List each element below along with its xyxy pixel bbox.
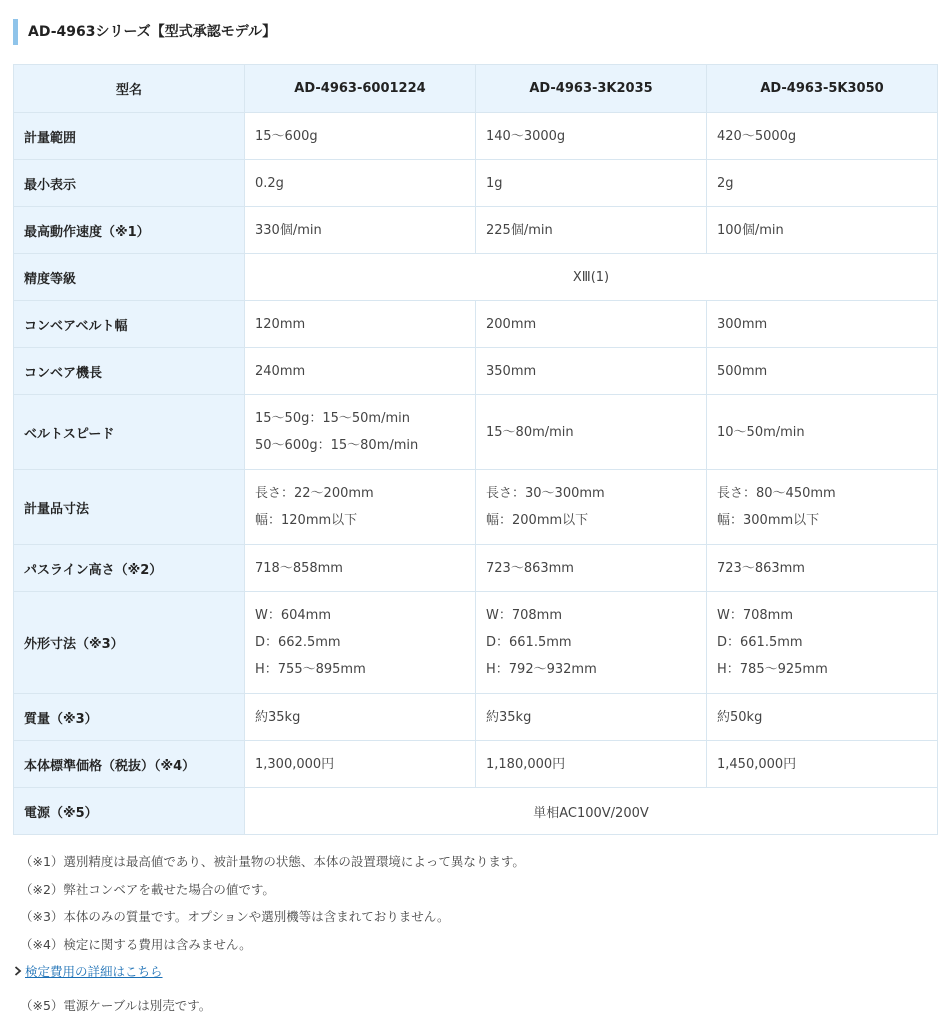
table-cell: W：708mm D：661.5mm H：785〜925mm — [707, 592, 938, 694]
table-cell: W：708mm D：661.5mm H：792〜932mm — [476, 592, 707, 694]
table-cell: 10〜50m/min — [707, 395, 938, 470]
footnote-1: （※1）選別精度は最高値であり、被計量物の状態、本体の設置環境によって異なります。 — [20, 854, 525, 869]
table-cell: 1,450,000円 — [707, 741, 938, 788]
table-cell: 723〜863mm — [707, 545, 938, 592]
column-header: AD-4963-6001224 — [245, 65, 476, 113]
table-cell: 0.2g — [245, 160, 476, 207]
table-cell: 120mm — [245, 301, 476, 348]
column-header: 型名 — [14, 65, 245, 113]
table-cell-span: XⅢ(1) — [245, 254, 938, 301]
row-label: 計量範囲 — [14, 113, 245, 160]
table-row — [14, 545, 938, 592]
table-cell: 長さ：22〜200mm 幅：120mm以下 — [245, 470, 476, 545]
table-row — [14, 113, 938, 160]
table-cell: 350mm — [476, 348, 707, 395]
table-cell: W：604mm D：662.5mm H：755〜895mm — [245, 592, 476, 694]
table-row — [14, 470, 938, 545]
inspection-fee-link-row — [14, 958, 920, 992]
table-cell: 240mm — [245, 348, 476, 395]
table-cell: 15〜50g：15〜50m/min 50〜600g：15〜80m/min — [245, 395, 476, 470]
table-row — [14, 207, 938, 254]
table-header-row — [14, 65, 938, 113]
table-row — [14, 160, 938, 207]
table-row — [14, 301, 938, 348]
table-cell: 15〜600g — [245, 113, 476, 160]
footnote-4: （※4）検定に関する費用は含みません。 — [20, 936, 252, 952]
table-row — [14, 788, 938, 835]
table-cell-span: 単相AC100V/200V — [245, 788, 938, 835]
inspection-fee-link[interactable]: 検定費用の詳細はこちら — [25, 964, 163, 979]
table-cell: 200mm — [476, 301, 707, 348]
footnotes — [20, 848, 920, 1020]
table-cell: 100個/min — [707, 207, 938, 254]
row-label: 最小表示 — [14, 160, 245, 207]
table-cell: 15〜80m/min — [476, 395, 707, 470]
section-title: AD-4963シリーズ【型式承認モデル】 — [13, 19, 276, 45]
table-row — [14, 592, 938, 694]
table-cell: 330個/min — [245, 207, 476, 254]
row-label: ベルトスピード — [14, 395, 245, 470]
table-cell: 420〜5000g — [707, 113, 938, 160]
table-cell: 1,180,000円 — [476, 741, 707, 788]
row-label: コンベアベルト幅 — [14, 301, 245, 348]
row-label: 最高動作速度（※1） — [14, 207, 245, 254]
row-label: 電源（※5） — [14, 788, 245, 835]
table-cell: 500mm — [707, 348, 938, 395]
table-row — [14, 694, 938, 741]
row-label: 質量（※3） — [14, 694, 245, 741]
table-cell: 約50kg — [707, 694, 938, 741]
footnote-3: （※3）本体のみの質量です。オプションや選別機等は含まれておりません。 — [20, 909, 450, 924]
table-cell: 長さ：80〜450mm 幅：300mm以下 — [707, 470, 938, 545]
spec-table — [13, 64, 938, 835]
chevron-right-icon — [14, 958, 22, 985]
table-cell: 2g — [707, 160, 938, 207]
table-cell: 718〜858mm — [245, 545, 476, 592]
row-label: パスライン高さ（※2） — [14, 545, 245, 592]
row-label: 外形寸法（※3） — [14, 592, 245, 694]
table-cell: 1g — [476, 160, 707, 207]
table-row — [14, 254, 938, 301]
footnote-5: （※5）電源ケーブルは別売です。 — [20, 998, 212, 1013]
footnote-2: （※2）弊社コンベアを載せた場合の値です。 — [20, 881, 275, 897]
table-cell: 723〜863mm — [476, 545, 707, 592]
table-row — [14, 348, 938, 395]
table-cell: 長さ：30〜300mm 幅：200mm以下 — [476, 470, 707, 545]
table-cell: 1,300,000円 — [245, 741, 476, 788]
row-label: コンベア機長 — [14, 348, 245, 395]
column-header: AD-4963-5K3050 — [707, 65, 938, 113]
row-label: 精度等級 — [14, 254, 245, 301]
table-row — [14, 741, 938, 788]
table-cell: 140〜3000g — [476, 113, 707, 160]
table-cell: 約35kg — [476, 694, 707, 741]
table-cell: 300mm — [707, 301, 938, 348]
table-row — [14, 395, 938, 470]
column-header: AD-4963-3K2035 — [476, 65, 707, 113]
table-cell: 約35kg — [245, 694, 476, 741]
table-cell: 225個/min — [476, 207, 707, 254]
row-label: 本体標準価格（税抜）（※4） — [14, 741, 245, 788]
row-label: 計量品寸法 — [14, 470, 245, 545]
